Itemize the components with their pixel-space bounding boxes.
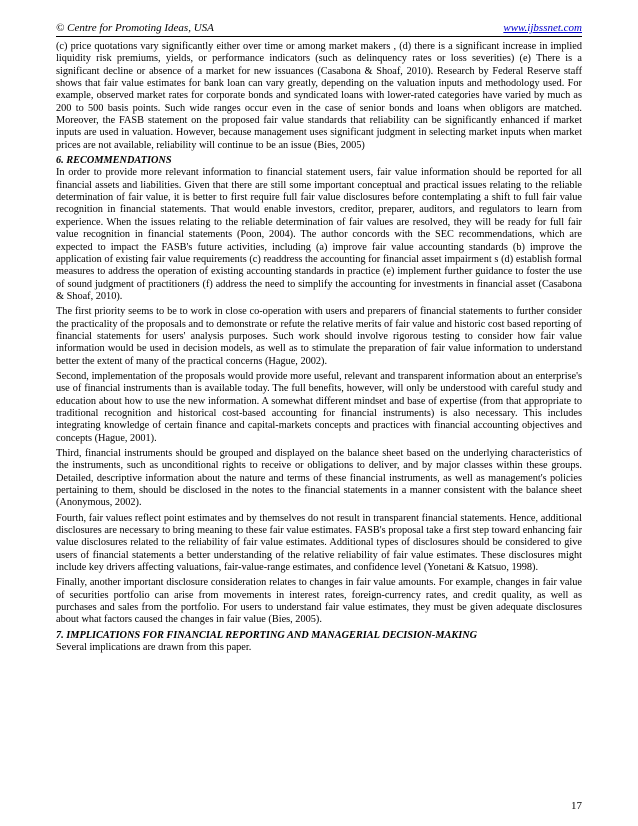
section-heading-implications: 7. IMPLICATIONS FOR FINANCIAL REPORTING AND MANAGERIAL DECISION-MAKING	[56, 629, 478, 641]
page-number: 17	[571, 800, 582, 812]
paragraph-first-priority: The first priority seems to be to work in close co-operation with users and preparers of financial statements to further consider the practicality of the proposals and to demonstrate or refute the relative merits of fair value and historic cost based reporting of financial statements for users' analysis purposes. Such work should involve rigorous testing to consider how fair value information would be used in decision models, as well as to stimulate the preparation of fair value information to understand better the extent of many of the practical concerns (Hague, 2002).	[56, 306, 582, 367]
paragraph-implications: Several implications are drawn from this paper.	[56, 642, 252, 654]
paragraph-fourth: Fourth, fair values reflect point estimates and by themselves do not result in transparent financial statements. Hence, additional disclosures are necessary to bring meaning to these fair value estimates. FASB's proposal take a first step toward enhancing fair value disclosures related to the reliability of fair value estimates. Additional types of disclosures should be considered to give users of financial statements a better understanding of the relative reliability of fair value estimates. These disclosures might include key drivers affecting valuations, fair-value-range estimates, and confidence level (Yonetani & Katsuo, 1998).	[56, 512, 582, 574]
paragraph-market-inputs: (c) price quotations vary significantly either over time or among market makers , (d) there is a significant increase in implied liquidity risk premiums, yields, or performance indicators (such as delinquency rates or loss severities) (e) There is a significant decline or absence of a market for new issuances (Casabona & Shoaf, 2010). Research by Federal Reserve staff shows that fair value estimates for bank loan can vary greatly, depending on the valuation inputs and methodology used. For example, observed market rates for corporate bonds and syndicated loans with lower-rated categories have varied by much as 200 to 500 basis points. Such wide ranges occur even in the case of senior bonds and loans when obligors are matched. Moreover, the FASB statement on the proposed fair value standards that reliability can be significantly enhanced if market inputs are used in valuation. However, because management uses significant judgment in selecting market inputs when market prices are not available, reliability will continue to be an issue (Bies, 2005)	[56, 41, 582, 151]
section-heading-recommendations: 6. RECOMMENDATIONS	[56, 155, 172, 167]
header-publisher: © Centre for Promoting Ideas, USA	[56, 22, 214, 34]
document-page	[56, 22, 582, 812]
paragraph-second: Second, implementation of the proposals would provide more useful, relevant and transparent information about an enterprise's use of financial instruments than is available today. The full benefits, however, will only be understood with careful study and education about how to use the new information. A somewhat different mindset and base of expertise (from that appropriate to traditional recognition and historical cost-based accounting for financial instruments) is also necessary. This includes integrating knowledge of certain finance and capital-markets concepts and practices with financial accounting objectives and concepts (Hague, 2001).	[56, 370, 582, 444]
paragraph-finally: Finally, another important disclosure consideration relates to changes in fair value amounts. For example, changes in fair value of securities portfolio can arise from movements in interest rates, foreign-currency rates, and credit quality, as well as purchases and sales from the portfolio. For users to understand fair value estimates, they must be given adequate disclosures about what factors caused the changes in fair value (Bies, 2005).	[56, 577, 582, 626]
header-website-link[interactable]: www.ijbssnet.com	[503, 22, 582, 34]
paragraph-recommendations-intro: In order to provide more relevant information to financial statement users, fair value information should be reported for all financial assets and liabilities. Given that there are still some important conceptual and practical issues relating to the reliable determination of fair value, it is better to first require full fair value disclosures before contemplating a shift to full fair value recognition in financial statements. That would enable investors, creditor, preparer, auditors, and regulators to learn from experience. When the issues relating to the reliable determination of fair values are resolved, they will be ready for full fair value recognition in financial statements (Poon, 2004). The author concords with the SEC recommendations, which are expected to impact the FASB's future activities, including (a) improve fair value accounting standards (b) improve the application of existing fair value requirements (c) readdress the accounting for financial asset impairment s (d) establish formal measures to address the operation of existing accounting standards in practice (e) implement further guidance to foster the use of sound judgment of practitioners (f) address the need to simplify the accounting for investments in financial asset (Casabona & Shoaf, 2010).	[56, 167, 582, 302]
running-header	[56, 22, 582, 37]
paragraph-third: Third, financial instruments should be grouped and displayed on the balance sheet based on the underlying characteristics of the instruments, such as unconditional rights to receive or obligations to deliver, and by major classes within these groups. Detailed, descriptive information about the nature and terms of these financial instruments, as well as management's policies pertaining to them, should be disclosed in the notes to the financial statements in a manner consistent with the balance sheet (Anonymous, 2002).	[56, 448, 582, 509]
